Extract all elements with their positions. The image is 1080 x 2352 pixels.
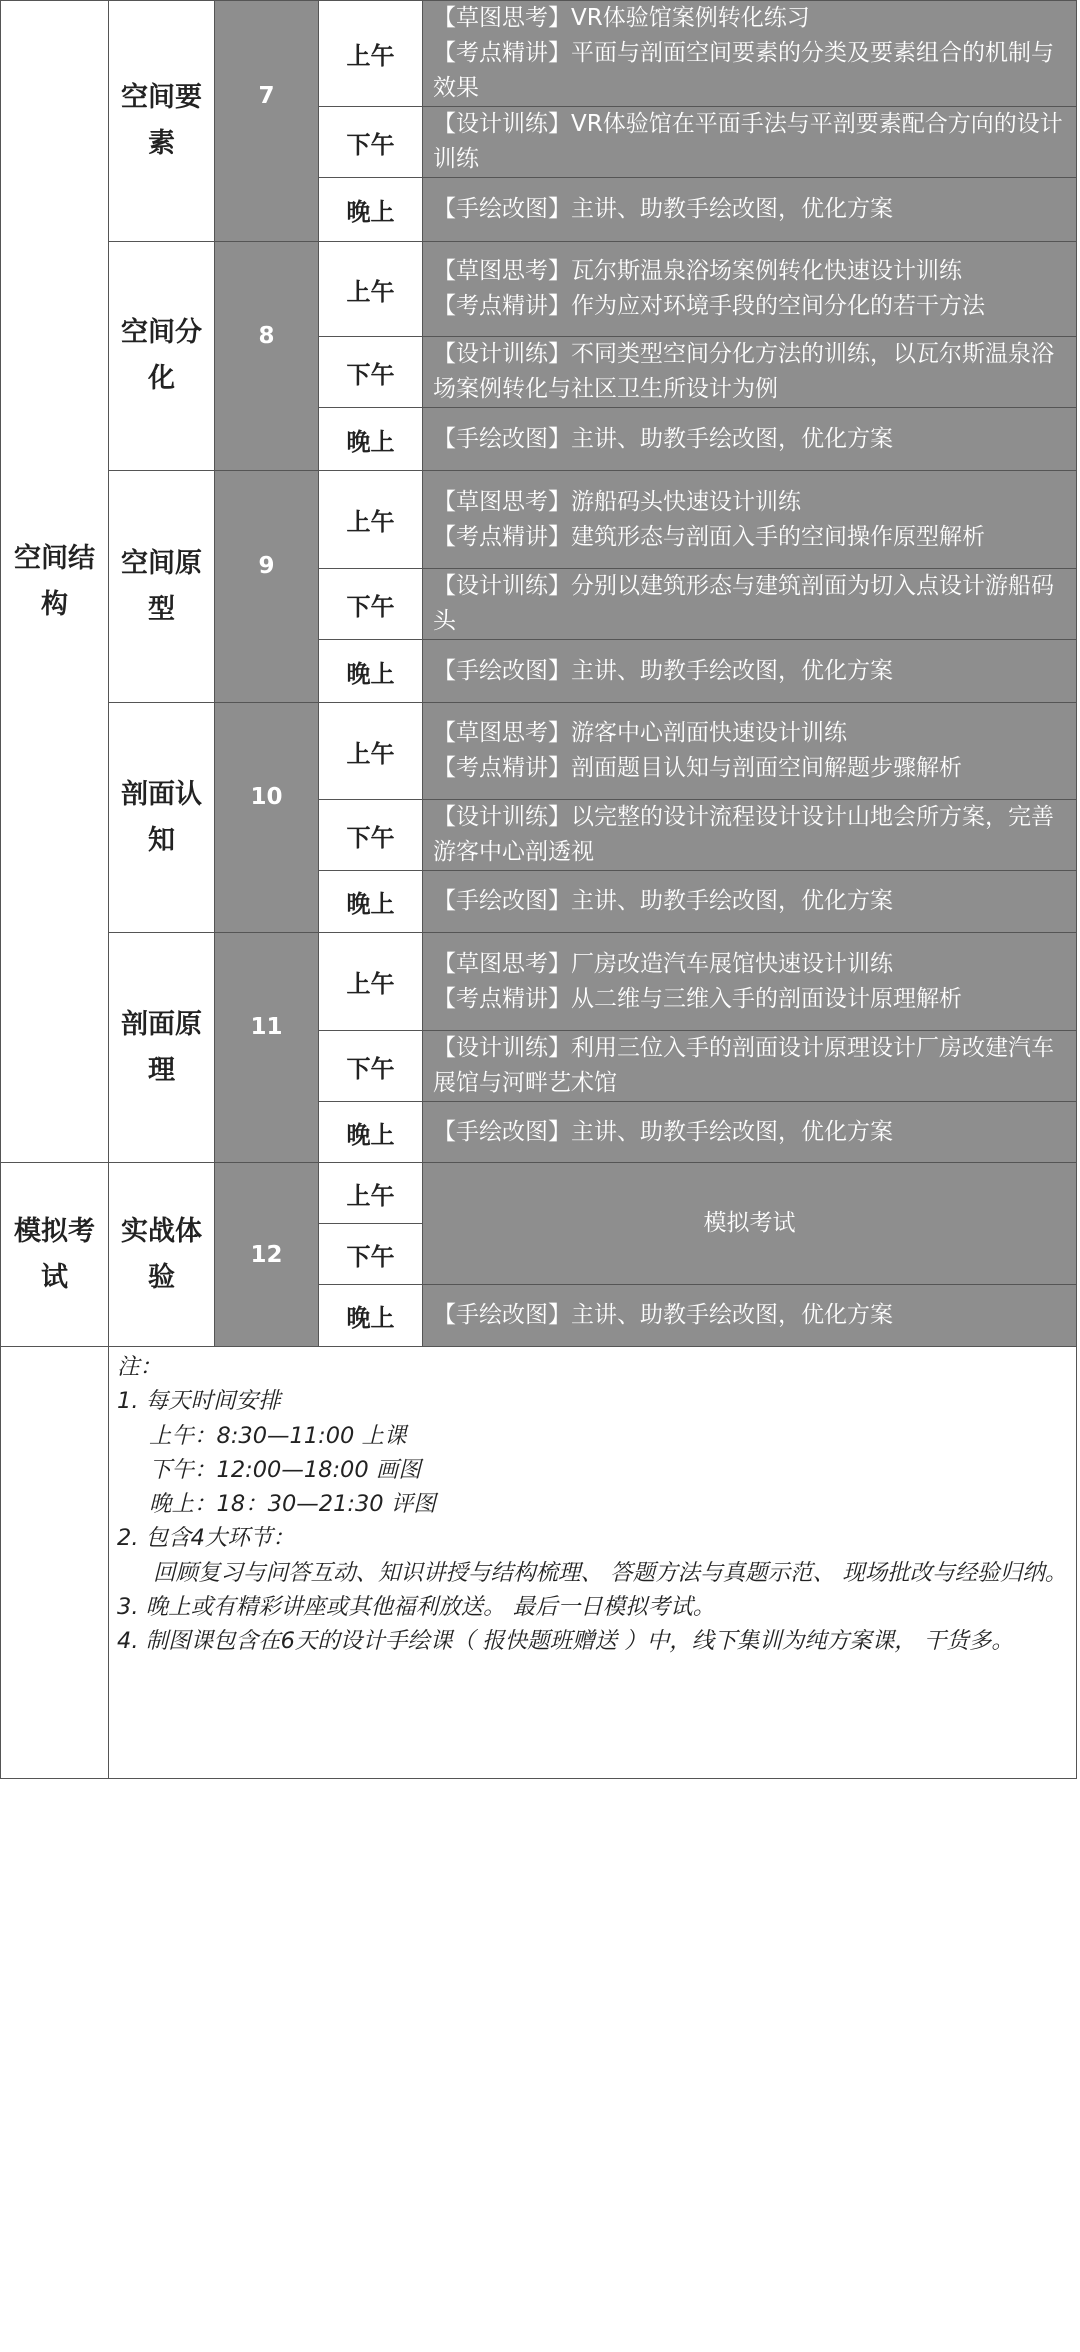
period-cell: 晚上	[319, 640, 423, 703]
period-cell: 下午	[319, 800, 423, 871]
note-line: 上午：8:30—11:00 上课	[149, 1422, 407, 1449]
session-content	[423, 178, 1077, 242]
session-content: 【手绘改图】主讲、助教手绘改图，优化方案	[423, 1285, 1077, 1347]
content-line: 【设计训练】分别以建筑形态与建筑剖面为切入点设计游船码头	[433, 573, 1054, 634]
note-line: 1. 每天时间安排	[117, 1388, 281, 1415]
content-line: 【手绘改图】主讲、助教手绘改图，优化方案	[433, 657, 893, 684]
period-cell: 晚上	[319, 1285, 423, 1347]
module-cell: 剖面原理	[109, 933, 215, 1163]
exam-content: 模拟考试	[423, 1163, 1077, 1285]
content-line: 【设计训练】以完整的设计流程设计设计山地会所方案，完善游客中心剖透视	[433, 804, 1054, 865]
content-line: 【考点精讲】平面与剖面空间要素的分类及要素组合的机制与效果	[433, 40, 1054, 101]
session-content	[423, 1, 1077, 107]
notes-left-cell	[1, 1347, 109, 1779]
category-cell: 空间结构	[1, 1, 109, 1163]
content-line: 【考点精讲】建筑形态与剖面入手的空间操作原型解析	[433, 523, 985, 550]
period-cell: 下午	[319, 569, 423, 640]
period-cell: 下午	[319, 107, 423, 178]
content-line: 【考点精讲】剖面题目认知与剖面空间解题步骤解析	[433, 755, 962, 781]
session-content	[423, 703, 1077, 800]
period-cell: 上午	[319, 242, 423, 337]
note-line: 2. 包含4大环节：	[117, 1525, 295, 1552]
module-cell: 空间要素	[109, 1, 215, 242]
period-cell: 晚上	[319, 1102, 423, 1163]
category-cell: 模拟考试	[1, 1163, 109, 1347]
content-line: 【手绘改图】主讲、助教手绘改图，优化方案	[433, 425, 893, 452]
day-cell: 7	[215, 1, 319, 242]
session-content	[423, 408, 1077, 471]
day-cell: 12	[215, 1163, 319, 1347]
module-cell: 空间原型	[109, 471, 215, 703]
session-content	[423, 471, 1077, 569]
content-line: 【草图思考】瓦尔斯温泉浴场案例转化快速设计训练	[433, 258, 962, 284]
table-row	[1, 933, 1077, 1031]
period-cell: 下午	[319, 1224, 423, 1285]
note-line: 3. 晚上或有精彩讲座或其他福利放送。 最后一日模拟考试。	[117, 1594, 716, 1621]
day-cell: 8	[215, 242, 319, 471]
day-cell: 10	[215, 703, 319, 933]
session-content	[423, 640, 1077, 703]
note-line: 注：	[117, 1354, 163, 1380]
session-content	[423, 871, 1077, 933]
table-row	[1, 242, 1077, 337]
period-cell: 下午	[319, 337, 423, 408]
content-line: 【设计训练】不同类型空间分化方法的训练，以瓦尔斯温泉浴场案例转化与社区卫生所设计为例	[433, 341, 1054, 402]
table-row	[1, 471, 1077, 569]
notes-cell	[109, 1347, 1077, 1779]
note-line: 4. 制图课包含在6天的设计手绘课（ 报快题班赠送 ）中，线下集训为纯方案课， 干货多。	[117, 1628, 1014, 1655]
period-cell: 上午	[319, 1, 423, 107]
day-cell: 11	[215, 933, 319, 1163]
note-line: 晚上：18：30—21:30 评图	[149, 1491, 436, 1518]
session-content	[423, 337, 1077, 408]
period-cell: 晚上	[319, 178, 423, 242]
notes-row	[1, 1347, 1077, 1779]
period-cell: 晚上	[319, 871, 423, 933]
table-row	[1, 1, 1077, 107]
note-line: 下午：12:00—18:00 画图	[149, 1456, 421, 1483]
table-row	[1, 703, 1077, 800]
content-line: 【草图思考】游船码头快速设计训练	[433, 488, 801, 515]
module-cell: 剖面认知	[109, 703, 215, 933]
table-row	[1, 1163, 1077, 1224]
session-content	[423, 800, 1077, 871]
content-line: 【草图思考】VR体验馆案例转化练习	[433, 5, 810, 31]
period-cell: 上午	[319, 933, 423, 1031]
content-line: 【设计训练】利用三位入手的剖面设计原理设计厂房改建汽车展馆与河畔艺术馆	[433, 1035, 1054, 1096]
content-line: 【手绘改图】主讲、助教手绘改图，优化方案	[433, 888, 893, 914]
period-cell: 下午	[319, 1031, 423, 1102]
period-cell: 上午	[319, 471, 423, 569]
session-content	[423, 569, 1077, 640]
content-line: 【草图思考】游客中心剖面快速设计训练	[433, 720, 847, 746]
module-cell: 空间分化	[109, 242, 215, 471]
module-cell: 实战体验	[109, 1163, 215, 1347]
content-line: 【手绘改图】主讲、助教手绘改图，优化方案	[433, 196, 893, 222]
content-line: 【考点精讲】从二维与三维入手的剖面设计原理解析	[433, 985, 962, 1012]
session-content	[423, 242, 1077, 337]
session-content	[423, 107, 1077, 178]
content-line: 【草图思考】厂房改造汽车展馆快速设计训练	[433, 950, 893, 977]
content-line: 【手绘改图】主讲、助教手绘改图，优化方案	[433, 1118, 893, 1145]
session-content	[423, 1031, 1077, 1102]
note-line: 回顾复习与问答互动、知识讲授与结构梳理、 答题方法与真题示范、 现场批改与经验归纳。	[153, 1559, 1068, 1586]
content-line: 【设计训练】VR体验馆在平面手法与平剖要素配合方向的设计训练	[433, 111, 1063, 172]
day-cell: 9	[215, 471, 319, 703]
period-cell: 上午	[319, 703, 423, 800]
session-content	[423, 933, 1077, 1031]
session-content	[423, 1102, 1077, 1163]
period-cell: 晚上	[319, 408, 423, 471]
content-line: 【考点精讲】作为应对环境手段的空间分化的若干方法	[433, 293, 985, 319]
period-cell: 上午	[319, 1163, 423, 1224]
